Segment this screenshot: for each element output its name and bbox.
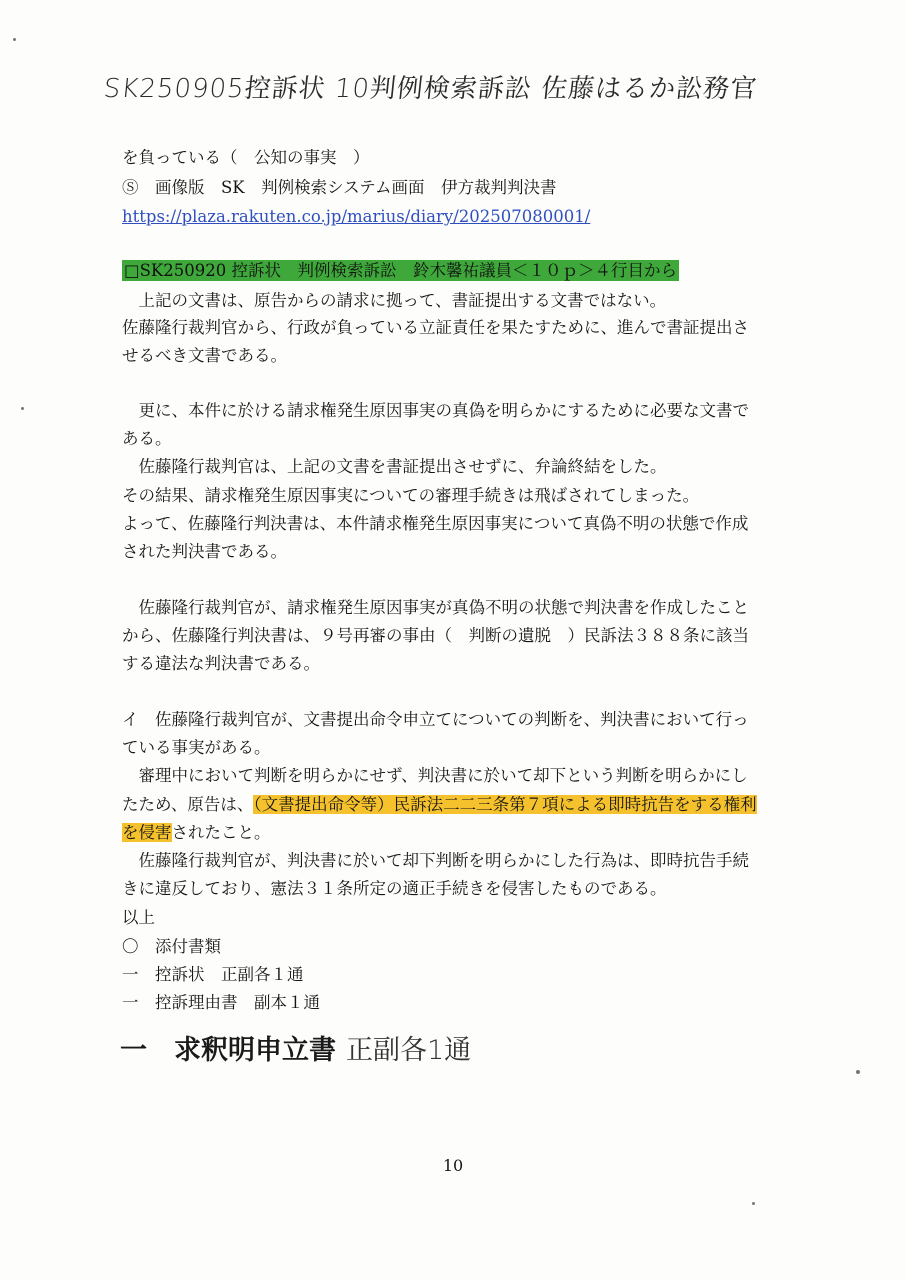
scan-speck: [856, 1070, 860, 1074]
text-segment: たため、原告は、: [122, 795, 254, 814]
text-line: Ⓢ 画像版 SK 判例検索システム画面 伊方裁判判決書: [122, 178, 557, 197]
text-line: きに違反しており、憲法３１条所定の適正手続きを侵害したものである。: [122, 879, 667, 898]
text-line: 佐藤隆行裁判官は、上記の文書を書証提出させずに、弁論終結をした。: [122, 457, 667, 476]
text-line: 更に、本件に於ける請求権発生原因事実の真偽を明らかにするために必要な文書で: [122, 401, 749, 420]
yellow-highlight: を侵害: [122, 823, 172, 842]
text-line: された判決書である。: [122, 542, 287, 561]
scan-speck: [13, 38, 16, 41]
text-line: 佐藤隆行裁判官が、判決書に於いて却下判断を明らかにした行為は、即時抗告手続: [122, 851, 749, 870]
closing-mark: 以上: [122, 908, 155, 927]
text-line: ている事実がある。: [122, 738, 271, 757]
text-line: よって、佐藤隆行判決書は、本件請求権発生原因事実について真偽不明の状態で作成: [122, 514, 749, 533]
section-heading: [122, 259, 679, 283]
text-line: せるべき文書である。: [122, 346, 287, 365]
yellow-highlight: （文書提出命令等）民訴法二二三条第７項による即時抗告をする権利: [253, 795, 757, 814]
scan-speck: [21, 407, 24, 410]
text-line: 佐藤隆行裁判官から、行政が負っている立証責任を果たすために、進んで書証提出さ: [122, 318, 749, 337]
handwritten-note: 正副各1通: [346, 1035, 472, 1066]
text-line: その結果、請求権発生原因事実についての審理手続きは飛ばされてしまった。: [122, 486, 700, 505]
text-line: ある。: [122, 429, 172, 448]
text-line: イ 佐藤隆行裁判官が、文書提出命令申立てについての判断を、判決書において行っ: [122, 710, 749, 729]
text-line: [122, 793, 757, 817]
text-line: 上記の文書は、原告からの請求に拠って、書証提出する文書ではない。: [122, 291, 667, 310]
page-number: 10: [442, 1156, 464, 1175]
url-link[interactable]: https://plaza.rakuten.co.jp/marius/diary/202507080001/: [122, 207, 591, 226]
text-line: [122, 821, 271, 845]
text-line: 審理中において判断を明らかにせず、判決書に於いて却下という判断を明らかにし: [122, 766, 748, 785]
text-line: から、佐藤隆行判決書は、９号再審の事由（ 判断の遺脱 ）民訴法３８８条に該当: [122, 626, 749, 645]
text-line: 佐藤隆行裁判官が、請求権発生原因事実が真偽不明の状態で判決書を作成したこと: [122, 598, 749, 617]
text-line: を負っている（ 公知の事実 ）: [122, 148, 370, 167]
green-highlight: □SK250920 控訴状 判例検索訴訟 鈴木馨祐議員＜１０ｐ＞４行目から: [124, 261, 677, 280]
handwritten-item: 一 求釈明申立書: [120, 1035, 336, 1066]
attachments-heading: 〇 添付書類: [122, 937, 221, 956]
text-line: する違法な判決書である。: [122, 654, 320, 673]
handwritten-attachment: [120, 1028, 471, 1067]
handwritten-header: SK250905控訴状 10判例検索訴訟 佐藤はるか訟務官: [102, 74, 759, 104]
attachment-item: 一 控訴状 正副各１通: [122, 965, 304, 984]
attachment-item: 一 控訴理由書 副本１通: [122, 993, 320, 1012]
scan-speck: [752, 1202, 755, 1205]
text-segment: されたこと。: [171, 823, 271, 842]
